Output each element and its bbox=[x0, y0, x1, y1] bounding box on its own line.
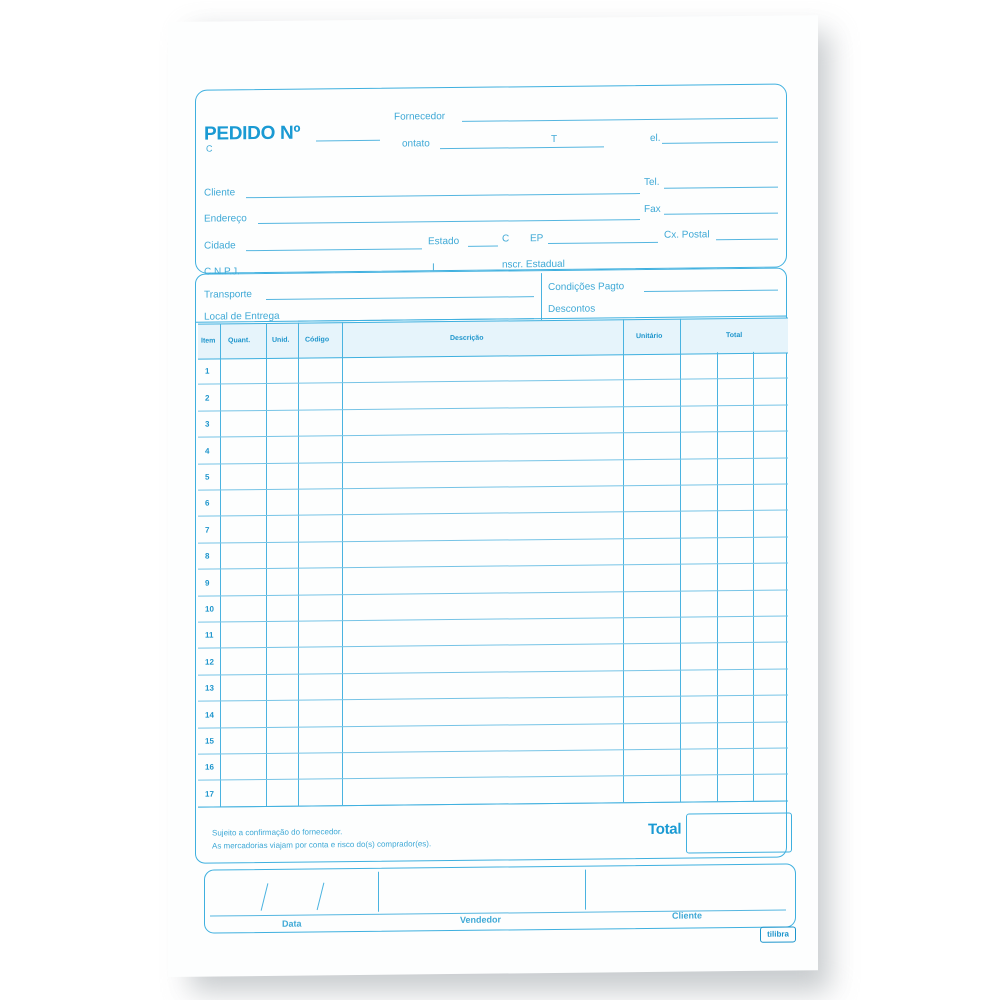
column-item: Item bbox=[201, 337, 216, 345]
contact-label: ontato bbox=[402, 138, 430, 150]
row-number: 15 bbox=[205, 736, 214, 746]
supplier-label: Fornecedor bbox=[394, 111, 446, 123]
row-number: 9 bbox=[205, 578, 210, 588]
column-code: Código bbox=[305, 336, 330, 344]
discounts-label: Descontos bbox=[548, 303, 596, 316]
col-divider-total-b bbox=[753, 352, 754, 801]
date-label: Data bbox=[282, 918, 302, 929]
row-number: 11 bbox=[205, 630, 214, 641]
tel-t-label: T bbox=[551, 133, 558, 145]
column-quantity: Quant. bbox=[228, 337, 251, 345]
grand-total-box bbox=[686, 812, 792, 853]
transport-label: Transporte bbox=[204, 289, 252, 301]
order-number-title: PEDIDO Nº bbox=[204, 122, 301, 145]
column-unit-price: Unitário bbox=[636, 332, 663, 341]
col-divider-item bbox=[220, 323, 221, 806]
column-total: Total bbox=[726, 331, 743, 340]
column-description: Descrição bbox=[450, 334, 484, 343]
row-number: 10 bbox=[205, 604, 214, 614]
client-signature-label: Cliente bbox=[672, 910, 703, 921]
confirmation-note: Sujeito a confirmação do fornecedor. bbox=[212, 827, 343, 838]
row-number: 1 bbox=[205, 366, 210, 377]
row-number: 4 bbox=[205, 446, 210, 456]
fax-label: Fax bbox=[644, 203, 661, 216]
col-divider-total-a bbox=[717, 352, 718, 801]
col-divider-code bbox=[342, 322, 343, 805]
col-divider-unit-price bbox=[680, 319, 681, 802]
brand-logo: tilibra bbox=[760, 926, 796, 942]
col-divider-description bbox=[623, 319, 624, 802]
contact-c-label: C bbox=[206, 143, 213, 154]
address-label: Endereço bbox=[204, 213, 247, 225]
po-box-label: Cx. Postal bbox=[664, 229, 710, 241]
col-divider-unit bbox=[298, 323, 299, 806]
delivery-place-label: Local de Entrega bbox=[204, 310, 280, 323]
row-number: 14 bbox=[205, 710, 214, 720]
row-number: 6 bbox=[205, 498, 210, 509]
shipping-risk-note: As mercadorias viajam por conta e risco do(s) comprador(es). bbox=[212, 839, 432, 851]
seller-label: Vendedor bbox=[460, 914, 502, 925]
payment-terms-label: Condições Pagto bbox=[548, 281, 625, 294]
cnpj-label: C.N.P.J. bbox=[204, 266, 240, 278]
insc-i-label: I bbox=[432, 262, 435, 274]
row-number: 7 bbox=[205, 525, 210, 535]
cep-c-label: C bbox=[502, 233, 510, 245]
grand-total-label: Total bbox=[648, 820, 682, 838]
state-registration-label: nscr. Estadual bbox=[502, 258, 565, 271]
items-table-body bbox=[168, 15, 818, 22]
row-number: 17 bbox=[205, 789, 214, 799]
col-divider-quantity bbox=[266, 323, 267, 806]
row-number: 16 bbox=[205, 762, 214, 773]
row-number: 12 bbox=[205, 657, 214, 667]
row-number: 8 bbox=[205, 551, 210, 561]
order-form-sheet bbox=[168, 15, 818, 977]
row-number: 3 bbox=[205, 419, 210, 429]
signature-divider-2 bbox=[585, 870, 586, 910]
tel-el-label: el. bbox=[650, 132, 661, 144]
column-unit: Unid. bbox=[272, 336, 290, 344]
cep-label: EP bbox=[530, 233, 544, 245]
client-tel-label: Tel. bbox=[644, 176, 660, 189]
items-table-header bbox=[198, 318, 788, 360]
row-number: 5 bbox=[205, 472, 210, 482]
client-label: Cliente bbox=[204, 187, 236, 199]
shipping-divider bbox=[541, 273, 542, 320]
signature-divider-1 bbox=[378, 872, 379, 912]
row-number: 2 bbox=[205, 393, 210, 403]
state-label: Estado bbox=[428, 235, 460, 248]
row-number: 13 bbox=[205, 683, 214, 693]
city-label: Cidade bbox=[204, 240, 236, 252]
